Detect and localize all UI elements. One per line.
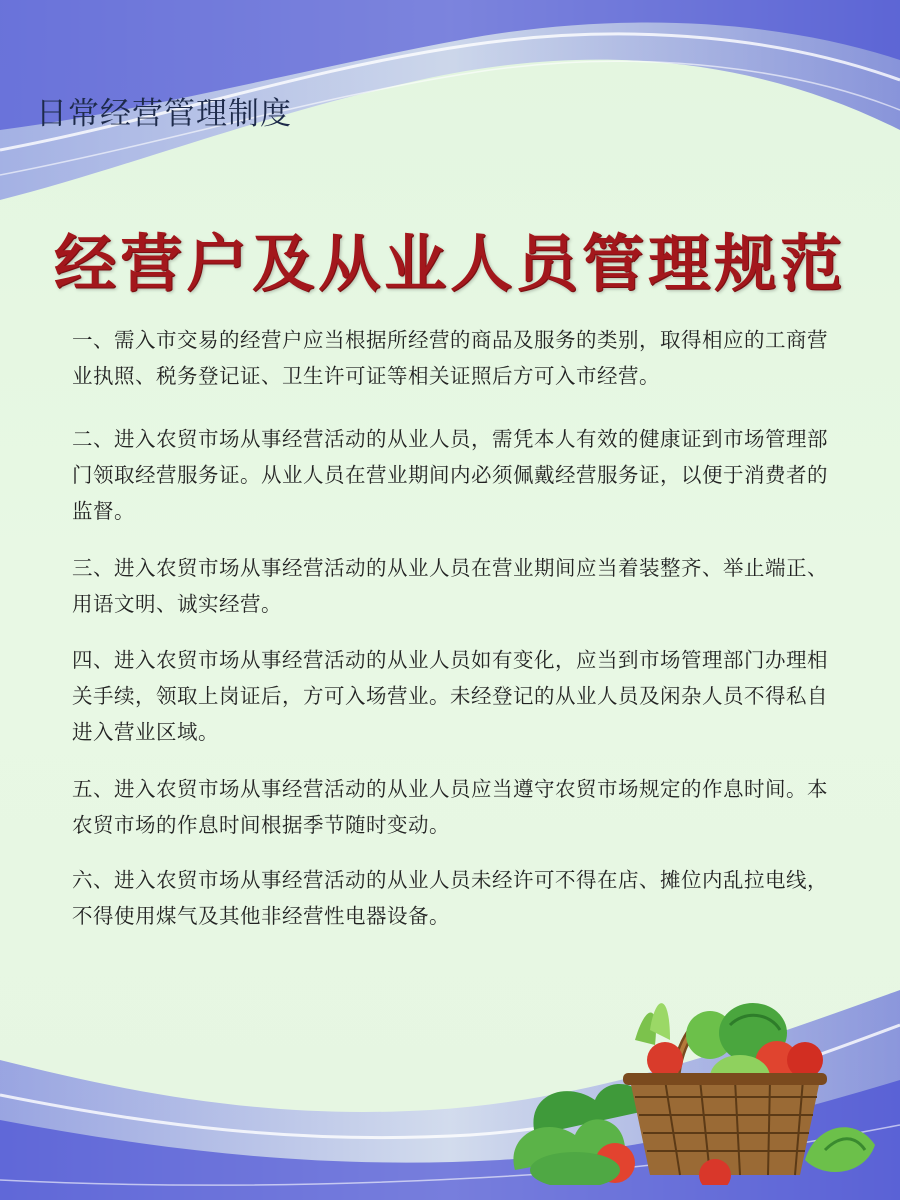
rule-item-1: 一、需入市交易的经营户应当根据所经营的商品及服务的类别，取得相应的工商营业执照、税务登记证、卫生许可证等相关证照后方可入市经营。 — [72, 328, 828, 388]
category-label: 日常经营管理制度 — [36, 96, 292, 132]
vegetable-basket-icon — [505, 985, 885, 1185]
rule-item-6: 六、进入农贸市场从事经营活动的从业人员未经许可不得在店、摊位内乱拉电线，不得使用煤气及其他非经营性电器设备。 — [72, 868, 828, 928]
rule-item-5: 五、进入农贸市场从事经营活动的从业人员应当遵守农贸市场规定的作息时间。本农贸市场的作息时间根据季节随时变动。 — [72, 777, 828, 837]
rule-item-3: 三、进入农贸市场从事经营活动的从业人员在营业期间应当着装整齐、举止端正、用语文明、诚实经营。 — [72, 556, 828, 616]
rule-item-2: 二、进入农贸市场从事经营活动的从业人员，需凭本人有效的健康证到市场管理部门领取经营服务证。从业人员在营业期间内必须佩戴经营服务证，以便于消费者的监督。 — [72, 427, 828, 523]
rule-item-4: 四、进入农贸市场从事经营活动的从业人员如有变化，应当到市场管理部门办理相关手续，领取上岗证后，方可入场营业。未经登记的从业人员及闲杂人员不得私自进入营业区域。 — [72, 648, 828, 744]
poster-title: 经营户及从业人员管理规范 — [53, 227, 846, 300]
